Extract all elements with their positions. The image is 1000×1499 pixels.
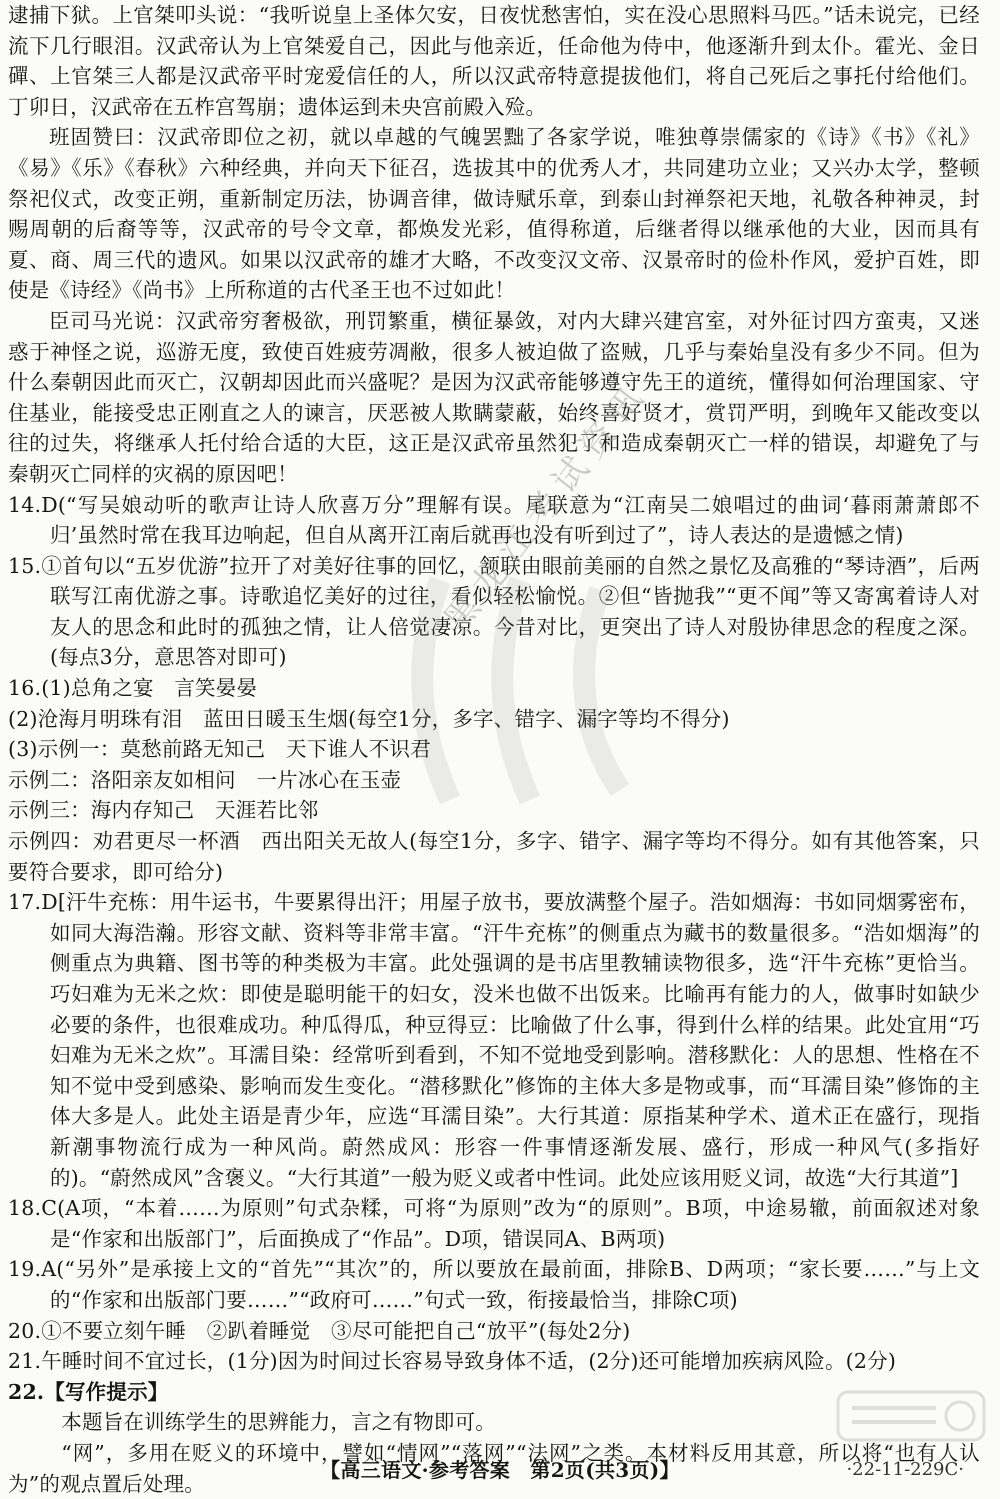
answer-22-hint-2: “网”，多用在贬义的环境中，譬如“情网”“落网”“法网”之类。本材料反用其意，所以将“也有人认为”的观点置后处理。 (8, 1440, 980, 1496)
answer-22-hint-1: 本题旨在训练学生的思辨能力，言之有物即可。 (61, 1410, 496, 1435)
answer-17: 17.D[汗牛充栋：用牛运书，牛要累得出汗；用屋子放书，要放满整个屋子。浩如烟海：书如同烟雾密布，如同大海浩瀚。形容文献、资料等非常丰富。“汗牛充栋”的侧重点为藏书的数量很多。“浩如烟海”的侧重点为典籍、图书等的种类极为丰富。此处强调的是书店里教辅读物很多，选“汗牛充栋”更恰当。巧妇难为无米之炊：即使是聪明能干的妇女，没米也做不出饭来。比喻再有能力的人，做事时如缺少必要的条件，也很难成功。种瓜得瓜，种豆得豆：比喻做了什么事，得到什么样的结果。此处宜用“巧妇难为无米之炊”。耳濡目染：经常听到看到，不知不觉地受到影响。潜移默化：人的思想、性格在不知不觉中受到感染、影响而发生变化。“潜移默化”修饰的主体大多是物或事，而“耳濡目染”修饰的主体大多是人。此处主语是青少年，应选“耳濡目染”。大行其道：原指某种学术、道术正在盛行，现指新潮事物流行成为一种风尚。蔚然成风：形容一件事情逐渐发展、盛行，形成一种风气(多指好的)。“蔚然成风”含褒义。“大行其道”一般为贬义或者中性词。此处应该用贬义词，故选“大行其道”] (8, 890, 980, 1190)
translation-paragraph-1: 逮捕下狱。上官桀叩头说：“我听说皇上圣体欠安，日夜忧愁害怕，实在没心思照料马匹。”话未说完，已经流下几行眼泪。汉武帝认为上官桀爱自己，因此与他亲近，任命他为侍中，他逐渐升到太仆。霍光、金日磾、上官桀三人都是汉武帝平时宠爱信任的人，所以汉武帝特意提拔他们，将自己死后之事托付给他们。丁卯日，汉武帝在五柞宫驾崩；遗体运到未央宫前殿入殓。 (8, 3, 980, 119)
translation-paragraph-2: 班固赞曰：汉武帝即位之初，就以卓越的气魄罢黜了各家学说，唯独尊崇儒家的《诗》《书》《礼》《易》《乐》《春秋》六种经典，并向天下征召，选拔其中的优秀人才，共同建功立业；又兴办太学，整顿祭祀仪式，改变正朔，重新制定历法，协调音律，做诗赋乐章，到泰山封禅祭祀天地，礼敬各种神灵，封赐周朝的后裔等等，汉武帝的号令文章，都焕发光彩，值得称道，后继者得以继承他的大业，因而具有夏、商、周三代的遗风。如果以汉武帝的雄才大略，不改变汉文帝、汉景帝时的俭朴作风，爱护百姓，即使是《诗经》《尚书》上所称道的古代圣王也不过如此！ (8, 125, 980, 303)
answer-22-heading: 22.【写作提示】 (8, 1379, 169, 1404)
answer-page (8, 0, 980, 1499)
answer-19: 19.A(“另外”是承接上文的“首先”“其次”的，所以要放在最前面，排除B、D两项；“家长要……”与上文的“作家和出版部门要……”“政府可……”句式一致，衔接最恰当，排除C项) (8, 1257, 980, 1312)
answer-16-example-2: 示例二：洛阳亲友如相问 一片冰心在玉壶 (8, 767, 402, 792)
page-footer (0, 1452, 1000, 1488)
watermark-text: 黑龙江考试资讯 (436, 372, 658, 640)
footer-code: ·22-11-229C· (846, 1459, 964, 1480)
answer-20: 20.①不要立刻午睡 ②趴着睡觉 ③尽可能把自己“放平”(每处2分) (8, 1318, 631, 1343)
answer-15: 15.①首句以“五岁优游”拉开了对美好往事的回忆，颔联由眼前美丽的自然之景忆及高雅的“琴诗酒”，后两联写江南优游之事。诗歌追忆美好的过往，看似轻松愉悦。②但“皆抛我”“更不闻”等又寄寓着诗人对友人的思念和此时的孤独之情，让人倍觉凄凉。今昔对比，更突出了诗人对殷协律思念的程度之深。(每点3分，意思答对即可) (8, 553, 980, 670)
answer-16-example-4: 示例四：劝君更尽一杯酒 西出阳关无故人(每空1分，多字、错字、漏字等均不得分。如有其他答案，只要符合要求，即可给分) (8, 829, 980, 884)
answer-14: 14.D(“写吴娘动听的歌声让诗人欣喜万分”理解有误。尾联意为“江南吴二娘唱过的曲词‘暮雨萧萧郎不归’虽然时常在我耳边响起，但自从离开江南后就再也没有听到过了”，诗人表达的是遗憾之情) (8, 492, 980, 548)
answer-16-1: 16.(1)总角之宴 言笑晏晏 (8, 676, 258, 701)
answer-18: 18.C(A项，“本着……为原则”句式杂糅，可将“为原则”改为“的原则”。B项，中途易辙，前面叙述对象是“作家和出版部门”，后面换成了“作品”。D项，错误同A、B两项) (8, 1196, 980, 1251)
answer-16-3: (3)示例一：莫愁前路无知己 天下谁人不识君 (8, 737, 431, 762)
translation-paragraph-3: 臣司马光说：汉武帝穷奢极欲，刑罚繁重，横征暴敛，对内大肆兴建宫室，对外征讨四方蛮夷，又迷惑于神怪之说，巡游无度，致使百姓疲劳凋敝，很多人被迫做了盗贼，几乎与秦始皇没有多少不同。但为什么秦朝因此而灭亡，汉朝却因此而兴盛呢？是因为汉武帝能够遵守先王的道统，懂得如何治理国家、守住基业，能接受忠正刚直之人的谏言，厌恶被人欺瞒蒙蔽，始终喜好贤才，赏罚严明，到晚年又能改变以往的过失，将继承人托付给合适的大臣，这正是汉武帝虽然犯了和造成秦朝灭亡一样的错误，却避免了与秦朝灭亡同样的灾祸的原因吧！ (8, 308, 980, 486)
answer-16-example-3: 示例三：海内存知己 天涯若比邻 (8, 798, 319, 823)
footer-title: 【高三语文·参考答案 第2页(共3页)】 (320, 1458, 680, 1482)
answer-21: 21.午睡时间不宜过长，(1分)因为时间过长容易导致身体不适，(2分)还可能增加疾病风险。(2分) (8, 1349, 897, 1374)
answer-16-2: (2)沧海月明珠有泪 蓝田日暖玉生烟(每空1分，多字、错字、漏字等均不得分) (8, 706, 730, 731)
